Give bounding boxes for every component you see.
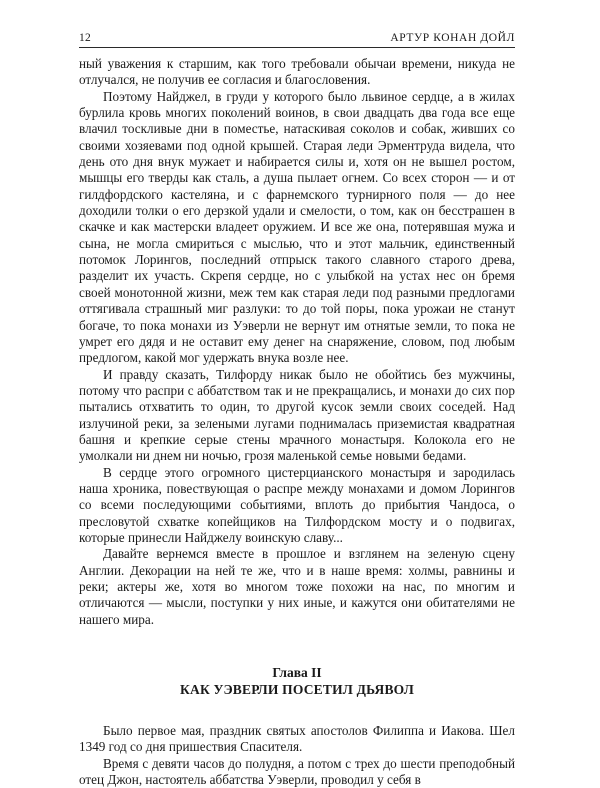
chapter-body-text xyxy=(79,723,515,788)
paragraph: В сердце этого огромного цистерцианского монастыря и зародилась наша хроника, повествующая о распре между монахами и домом Лорингов со всеми последующими событиями, вплоть до прибытия Чандоса, о пресловутой схватке копейщиков на Тилфордском мосту и о подвигах, которые принесли Найджелу воинскую славу... xyxy=(79,464,515,545)
paragraph: ный уважения к старшим, как того требовали обычаи времени, никуда не отлучался, не получив ее согласия и благословения. xyxy=(79,56,515,88)
running-header xyxy=(79,32,515,48)
book-page xyxy=(79,32,515,788)
paragraph: Давайте вернемся вместе в прошлое и взглянем на зеленую сцену Англии. Декорации на ней те же, что и в наше время: холмы, равнины и реки; актеры же, хотя во многом тоже похожи на нас, по многим и отличаются — мысли, поступки у них иные, и кажутся они обитателями не нашего мира. xyxy=(79,546,515,627)
chapter-title: КАК УЭВЕРЛИ ПОСЕТИЛ ДЬЯВОЛ xyxy=(180,682,414,698)
body-text xyxy=(79,56,515,628)
paragraph: Поэтому Найджел, в груди у которого было львиное сердце, а в жилах бурлила кровь многих поколений воинов, в свои двадцать два года все еще влачил тоскливые дни в поместье, натаскивая соколов и собак, живших со своими хозяевами под одной крышей. Старая леди Эрментруда видела, что день ото дня внук мужает и набирается силы и, хотя он не вышел ростом, мышцы его тверды как сталь, а душа пылает огнем. Со всех сторон — и от гилдфордского кастеляна, и с фарнемского турнирного поля — до нее доходили толки о его дерзкой удали и смелости, о том, как он бесстрашен в скачке и как мастерски владеет оружием. И все же она, потерявшая мужа и сына, не могла смириться с мыслью, что и этот мальчик, единственный потомок Лорингов, последний отпрыск такого славного старого древа, разделит их участь. Скрепя сердце, но с улыбкой на устах нес он бремя своей монотонной жизни, меж тем как старая леди под разными предлогами оттягивала страшный миг разлуки: то до той поры, пока урожаи не станут богаче, то пока монахи из Уэверли не вернут им отнятые земли, то пока не умрет его дядя и не оставит ему денег на снаряжение, словом, под любым предлогом, какой мог удержать внука возле нее. xyxy=(79,88,515,366)
chapter-number: Глава II xyxy=(272,665,322,681)
chapter-heading xyxy=(79,664,515,699)
paragraph: Было первое мая, праздник святых апостолов Филиппа и Иакова. Шел 1349 год со дня пришествия Спасителя. xyxy=(79,723,515,755)
page-number: 12 xyxy=(79,32,92,44)
running-head-author: АРТУР КОНАН ДОЙЛ xyxy=(390,32,515,44)
paragraph: Время с девяти часов до полудня, а потом с трех до шести преподобный отец Джон, настоятель аббатства Уэверли, проводил у себя в xyxy=(79,755,515,788)
paragraph: И правду сказать, Тилфорду никак было не обойтись без мужчины, потому что распри с аббатством так и не прекращались, и монахи до сих пор пытались отхватить то один, то другой кусок земли своих соседей. Над излучиной реки, за зелеными лугами поднималась приземистая квадратная башня и крепкие серые стены мрачного монастыря. Колокола его не умолкали ни днем ни ночью, грозя маленькой семье новыми бедами. xyxy=(79,366,515,464)
